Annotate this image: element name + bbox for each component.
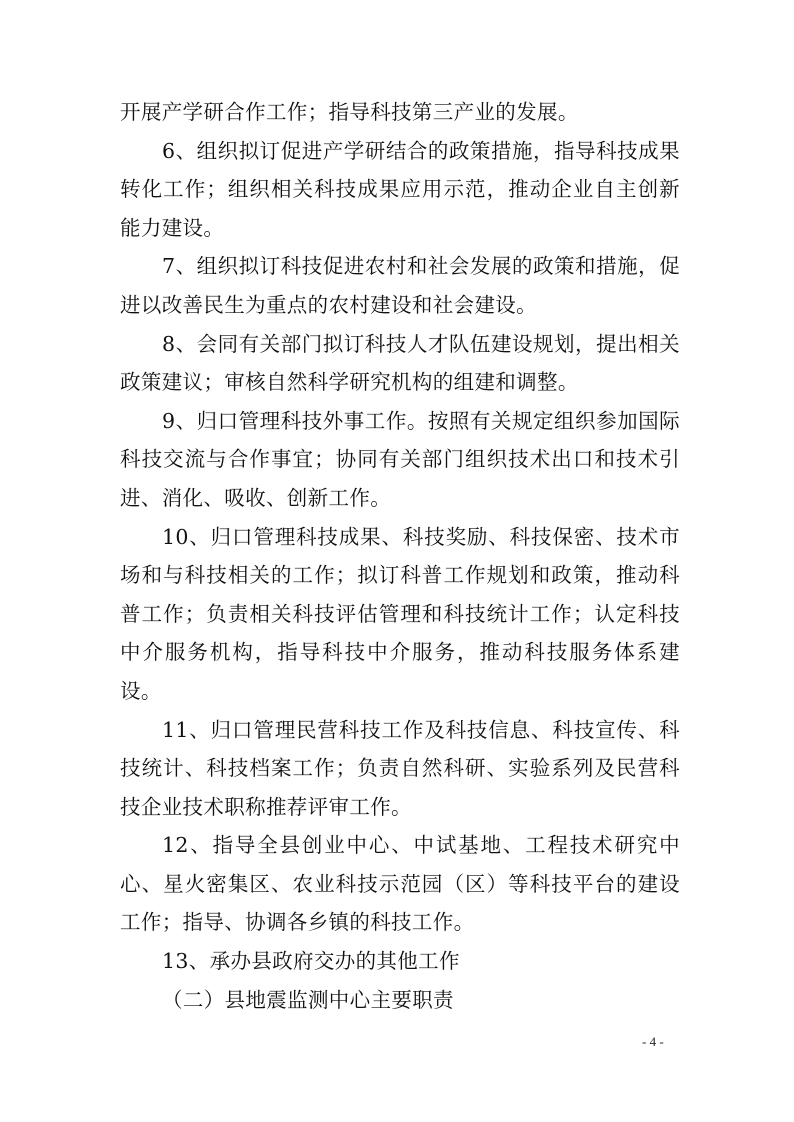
paragraph-item-8: 8、会同有关部门拟订科技人才队伍建设规划，提出相关政策建议；审核自然科学研究机构的组建和调整。: [120, 331, 680, 395]
paragraph-continuation: 开展产学研合作工作；指导科技第三产业的发展。: [120, 100, 579, 124]
page-body: [120, 93, 680, 1019]
paragraph-item-10: 10、归口管理科技成果、科技奖励、科技保密、技术市场和与科技相关的工作；拟订科普工作规划和政策，推动科普工作；负责相关科技评估管理和科技统计工作；认定科技中介服务机构，指导科技中介服务，推动科技服务体系建设。: [120, 524, 680, 703]
paragraph-item-11: 11、归口管理民营科技工作及科技信息、科技宣传、科技统计、科技档案工作；负责自然科研、实验系列及民营科技企业技术职称推荐评审工作。: [120, 717, 680, 819]
paragraph-item-13: 13、承办县政府交办的其他工作: [162, 949, 460, 974]
paragraph-item-9: 9、归口管理科技外事工作。按照有关规定组织参加国际科技交流与合作事宜；协同有关部门组织技术出口和技术引进、消化、吸收、创新工作。: [120, 408, 680, 510]
section-heading: （二）县地震监测中心主要职责: [162, 987, 454, 1012]
page-number: - 4 -: [642, 1034, 664, 1049]
paragraph-item-7: 7、组织拟订科技促进农村和社会发展的政策和措施，促进以改善民生为重点的农村建设和社会建设。: [120, 254, 680, 317]
paragraph-item-12: 12、指导全县创业中心、中试基地、工程技术研究中心、星火密集区、农业科技示范园（区）等科技平台的建设工作；指导、协调各乡镇的科技工作。: [120, 833, 680, 935]
paragraph-item-6: 6、组织拟订促进产学研结合的政策措施，指导科技成果转化工作；组织相关科技成果应用示范，推动企业自主创新能力建设。: [120, 138, 680, 240]
